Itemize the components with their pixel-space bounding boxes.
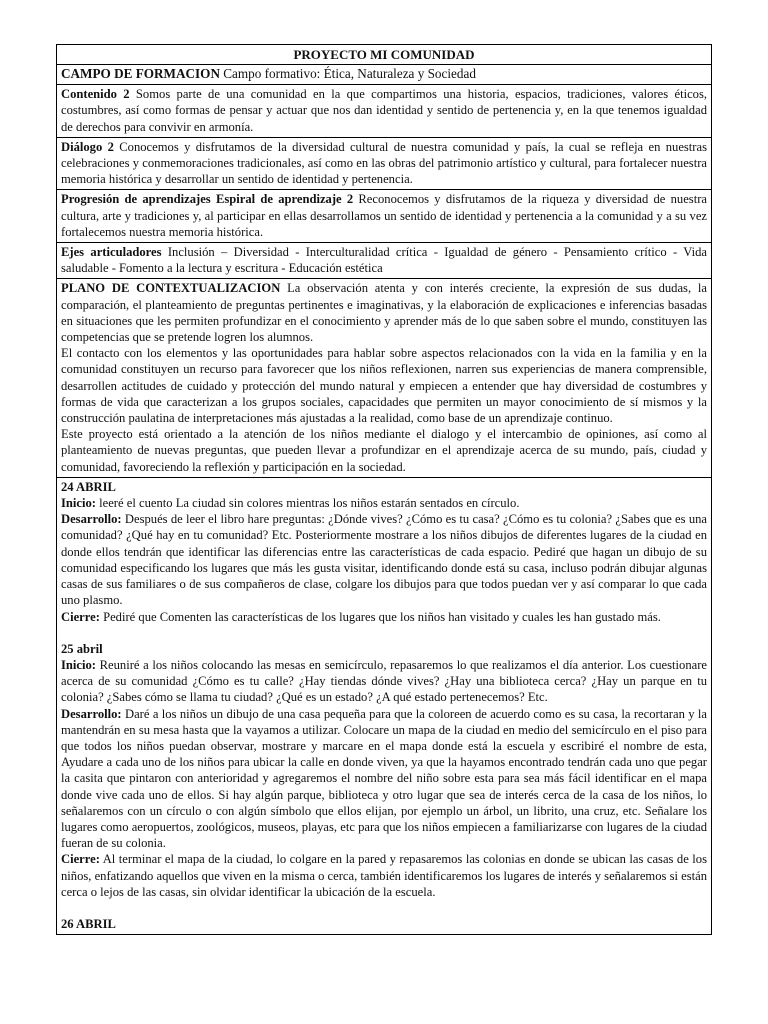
plano-row bbox=[57, 278, 711, 476]
progresion-text: Reconocemos y disfrutamos de la riqueza y diversidad de nuestra cultura, arte y tradiciones y, al participar en ellas desarrollamos un sentido de identidad y pertenencia a la comunidad y a su vez fortalecemos nuestra memoria histórica. bbox=[61, 192, 707, 239]
day1-cierre-text: Pediré que Comenten las características de los lugares que los niños han visitado y cuales les han gustado más. bbox=[99, 609, 661, 624]
dialogo-label: Diálogo 2 bbox=[61, 139, 114, 154]
plano-text: La observación atenta y con interés creciente, la expresión de sus dudas, la comparación, el planteamiento de preguntas pertinentes e imaginativas, y la elaboración de explicaciones e inferencias basadas en situaciones que les permiten profundizar en el conocimiento y aprender más de lo que saben sobre el mundo, constituyen las competencias que se pretende logren los alumnos. bbox=[61, 281, 707, 345]
day2-desarrollo-text: Daré a los niños un dibujo de una casa pequeña para que la coloreen de acuerdo como es su casa, la recortaran y la mantendrán en su mesa hasta que la vayamos a utilizar. Colocare un mapa de la ciudad en medio del semicírculo en el piso para que todos los niños puedan observar, mostrare y marcare en el mapa donde está la escuela y escribiré el nombre de esta, Ayudare a cada uno de los niños para ubicar la calle en donde viven, ya que la hayamos encontrado tendrán cada uno que pegar la casita que pintaron con anterioridad y agregaremos el nombre del niño sobre esta para sea más fácil identificar en el mapa donde vive cada uno de ellos. Si hay algún parque, biblioteca y otro lugar que sea de interés cerca de la casa de los niños, lo señalaremos con un círculo o con algún símbolo que ellos elijan, por ejemplo un árbol, un librito, una cruz, etc. Señalare los lugares como aeropuertos, zoológicos, museos, playas, etc para que los niños empiecen a familiarizarse con lugares de la ciudad fueran de su colonia. bbox=[61, 706, 707, 851]
day2-inicio-text: Reuniré a los niños colocando las mesas en semicírculo, repasaremos lo que realizamos el día anterior. Los cuestionare acerca de su comunidad ¿Cómo es tu calle? ¿Hay tiendas dónde vives? ¿Hay una biblioteca cerca? ¿Hay un parque en tu colonia? ¿Sabes cómo se llama tu ciudad? ¿Qué es un estado? ¿A qué estado pertenecemos? Etc. bbox=[61, 657, 707, 705]
day2-inicio-label: Inicio: bbox=[61, 657, 96, 672]
document-title bbox=[57, 45, 711, 64]
campo-formacion-label: CAMPO DE FORMACION bbox=[61, 66, 220, 81]
day3-heading: 26 ABRIL bbox=[61, 916, 116, 931]
plano-paragraph-3: Este proyecto está orientado a la atención de los niños mediante el dialogo y el intercambio de opiniones, así como al planteamiento de nuevas preguntas, que pueden llevar a profundizar en el aprendizaje acerca de su mundo, país, ciudad y comunidad, favoreciendo la reflexión y participación en la sociedad. bbox=[61, 427, 707, 474]
ejes-label: Ejes articuladores bbox=[61, 245, 162, 260]
progresion-row bbox=[57, 189, 711, 242]
dialogo-text: Conocemos y disfrutamos de la diversidad cultural de nuestra comunidad y país, la cual se refleja en nuestras celebraciones y conmemoraciones tradicionales, así como en las obras del patrimonio artístico y cultural, para fortalecer nuestra memoria histórica y desarrollar un sentido de identidad y pertenencia. bbox=[61, 139, 707, 187]
day1-desarrollo bbox=[61, 511, 707, 608]
contenido-row bbox=[57, 84, 711, 137]
day2-desarrollo bbox=[61, 706, 707, 852]
spacer bbox=[61, 625, 707, 641]
sessions-row bbox=[57, 477, 711, 934]
contenido-text: Somos parte de una comunidad en la que compartimos una historia, espacios, tradiciones, valores éticos, costumbres, así como formas de pensar y actuar que nos dan identidad y sentido de pertenencia y, en la que tenemos igualdad de derechos para convivir en armonía. bbox=[61, 87, 707, 134]
day2-cierre-label: Cierre: bbox=[61, 852, 100, 867]
ejes-text: Inclusión – Diversidad - Interculturalidad crítica - Igualdad de género - Pensamiento crítico - Vida saludable - Fomento a la lectura y escritura - Educación estética bbox=[61, 245, 707, 276]
campo-formacion-text: Campo formativo: Ética, Naturaleza y Sociedad bbox=[219, 66, 476, 81]
plano-label: PLANO DE CONTEXTUALIZACION bbox=[61, 281, 281, 296]
dialogo-row bbox=[57, 137, 711, 190]
day1-inicio-label: Inicio: bbox=[61, 496, 96, 511]
plano-paragraph-2: El contacto con los elementos y las oportunidades para hablar sobre aspectos relacionados con la vida en la familia y en la comunidad constituyen un recurso para favorecer que los niños reflexionen, narren sus experiencias de manera comprensible, desarrollen actitudes de cuidado y protección del mundo natural y empiecen a entender que hay diversidad de costumbres y formas de vida que caracterizan a los grupos sociales, capacidades que permiten un mayor conocimiento de sí mismos y la construcción paulatina de interpretaciones más ajustadas a la realidad, como base de un aprendizaje continuo. bbox=[61, 346, 707, 426]
ejes-row bbox=[57, 242, 711, 278]
day2-desarrollo-label: Desarrollo: bbox=[61, 706, 122, 721]
day1-cierre-label: Cierre: bbox=[61, 609, 100, 624]
day2-heading: 25 abril bbox=[61, 641, 103, 656]
project-document bbox=[56, 44, 712, 935]
day1-heading: 24 ABRIL bbox=[61, 479, 116, 494]
day1-desarrollo-label: Desarrollo: bbox=[61, 512, 122, 527]
day1-inicio-text: leeré el cuento La ciudad sin colores mientras los niños estarán sentados en círculo. bbox=[95, 496, 520, 511]
day2-cierre-text: Al terminar el mapa de la ciudad, lo colgare en la pared y repasaremos las colonias en donde se ubican las casas de los niños, enfatizando aquellos que viven en la misma o cerca, también identificaremos los lugares de interés y señalaremos si están cerca o lejos de las casas, sin olvidar identificar la ubicación de la escuela. bbox=[61, 852, 707, 899]
campo-formacion-row bbox=[57, 64, 711, 84]
spacer bbox=[61, 900, 707, 916]
day2-inicio bbox=[61, 657, 707, 706]
plano-paragraph-1 bbox=[61, 280, 707, 345]
day1-desarrollo-text: Después de leer el libro hare preguntas: ¿Dónde vives? ¿Cómo es tu casa? ¿Cómo es tu colonia? ¿Sabes que es una comunidad? ¿Qué hay en tu comunidad? Etc. Posteriormente mostrare a los niños dibujos de diferentes lugares de la ciudad en donde ellos tendrán que identificar las diferencias entre las características de cada espacio. Pediré que hagan un dibujo de su comunidad especificando los lugares que más les gusta visitar, identificando donde está su casa, incluso podrán dibujar algunas casas de sus familiares o de sus compañeros de clase, colgare los dibujos para que todos puedan ver y así comparar lo que cada uno plasmo. bbox=[61, 512, 707, 608]
day1-cierre bbox=[61, 609, 707, 625]
progresion-label: Progresión de aprendizajes Espiral de aprendizaje 2 bbox=[61, 192, 354, 207]
contenido-label: Contenido 2 bbox=[61, 87, 130, 102]
day1-inicio bbox=[61, 495, 707, 511]
document-title-text: PROYECTO MI COMUNIDAD bbox=[293, 47, 475, 62]
day2-cierre bbox=[61, 851, 707, 900]
